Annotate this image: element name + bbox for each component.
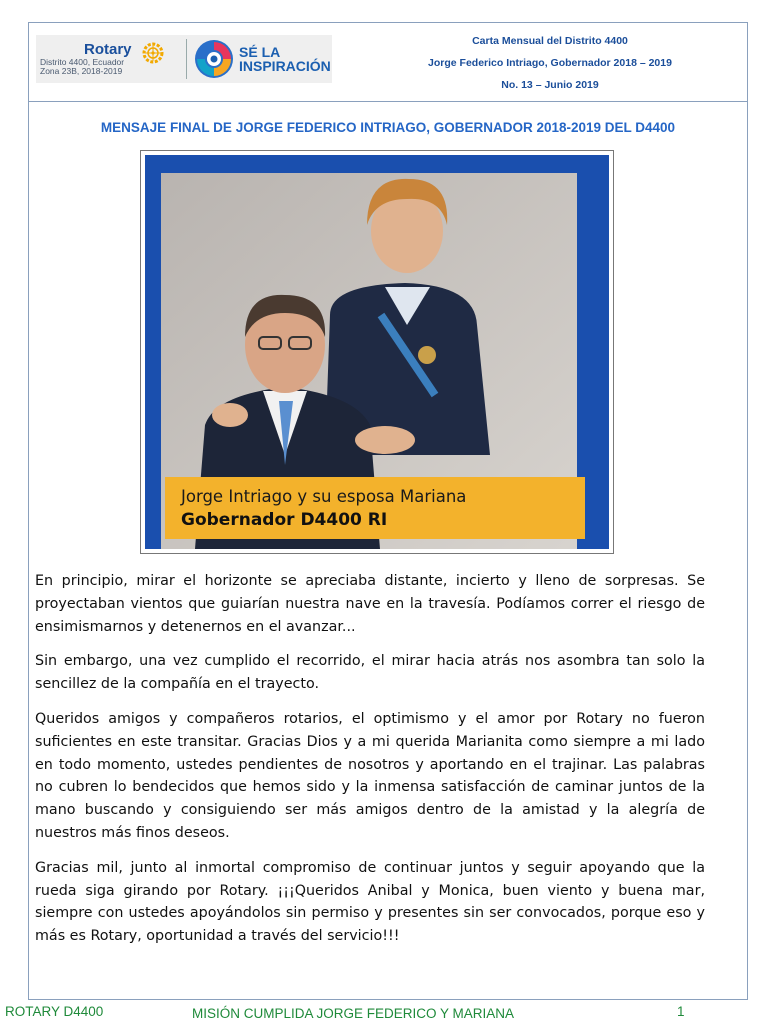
logo-district: Distrito 4400, Ecuador: [40, 56, 125, 67]
issue-number: No. 13 – Junio 2019: [501, 79, 599, 91]
article-body: [35, 570, 705, 960]
logo-zone: Zona 23B, 2018-2019: [40, 65, 123, 76]
photo-subcaption: Gobernador D4400 RI: [181, 510, 388, 530]
newsletter-header: [360, 30, 740, 96]
rotary-wordmark: Rotary: [84, 41, 132, 59]
footer-org: ROTARY D4400: [5, 1004, 104, 1019]
paragraph-1: En principio, mirar el horizonte se apreciaba distante, incierto y lleno de sorpresas. Se proyectaban vientos que guiarían nuestra nave en la travesía. Podíamos correr el riesgo de ensimismarnos y detenernos en el avanzar...: [35, 573, 705, 635]
paragraph-4: Gracias mil, junto al inmortal compromiso de continuar juntos y seguir apoyando que la rueda siga girando por Rotary. ¡¡¡Queridos Anibal y Monica, buen viento y buena mar, siempre con ustedes apoyándolos sin permiso y presentes sin ser convocados, porque eso y más es Rotary, oportunidad a través del servicio!!!: [35, 859, 705, 945]
photo-caption: Jorge Intriago y su esposa Mariana: [181, 487, 467, 506]
theme-line1: SÉ LA: [239, 43, 281, 60]
page-title: MENSAJE FINAL DE JORGE FEDERICO INTRIAGO, GOBERNADOR 2018-2019 DEL D4400: [100, 120, 676, 135]
theme-line2: INSPIRACIÓN: [239, 58, 331, 74]
paragraph-3: Queridos amigos y compañeros rotarios, el optimismo y el amor por Rotary no fueron suficientes en este transitar. Gracias Dios y a mi querida Marianita como siempre a mi lado en todo momento, ustedes pendientes de nosotros y aportando en el trajinar. Las palabras no cubren lo bendecidos que hemos sido y la inmensa satisfacción de caminar juntos de la mano buscando y consiguiendo ser más amigos dentro de la amistad y la alegría de nuestros más finos deseos.: [35, 710, 705, 841]
paragraph-2: Sin embargo, una vez cumplido el recorrido, el mirar hacia atrás nos asombra tan solo la sencillez de la compañía en el trayecto.: [35, 653, 705, 693]
photo-content: [145, 155, 609, 549]
newsletter-name: Carta Mensual del Distrito 4400: [472, 35, 628, 47]
theme-wordmark: [239, 45, 331, 74]
rotary-logo: [36, 42, 180, 76]
rotary-wheel-icon: [142, 42, 164, 64]
governor-photo: [140, 150, 614, 554]
footer-title: MISIÓN CUMPLIDA JORGE FEDERICO Y MARIANA: [192, 1006, 515, 1021]
header-divider: [28, 101, 748, 102]
page-number: 1: [677, 1004, 685, 1019]
inspiration-swirl-icon: [193, 38, 235, 80]
governor-line: Jorge Federico Intriago, Gobernador 2018 – 2019: [428, 57, 672, 69]
logo-separator: [186, 39, 187, 79]
district-logo: [36, 35, 332, 83]
